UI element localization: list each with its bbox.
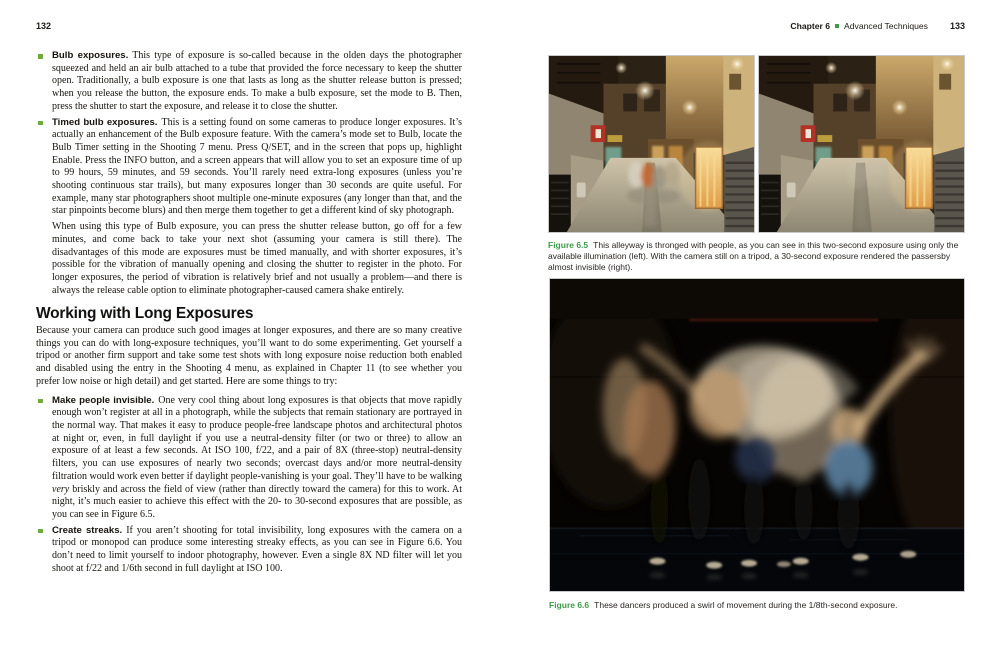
bullet-text: One very cool thing about long exposures is that objects that move rapidly enough won’t register at all in a photograph, while the subjects that remain stationary are portrayed in the normal way. That makes it easy to produce people-free landscape photos and architectural photos at night or, even, in full daylight if you use a neutral-density filter (or two or three) to allow an exposure of at least a few seconds. At ISO 100, f/22, and a pair of 8X (three-stop) neutral-density filters, you can use exposures of nearly two seconds; overcast days and/or more neutral-density filtration would work even better if daylight people-vanishing is your goal. They’ll have to be walking — [52, 394, 462, 482]
bullet-square-icon — [38, 121, 43, 126]
bullet-create-streaks — [36, 525, 462, 576]
figure-6-5 — [548, 55, 965, 233]
alley-two-second-exposure-image — [549, 56, 754, 232]
figure-6-5-caption — [548, 240, 965, 273]
bullet-text: This type of exposure is so-called because in the olden days the photographer squeezed and held an air bulb attached to a tube that provided the force necessary to keep the shutter open. Traditionally, a bulb exposure is one that lasts as long as the shutter release button is pressed; when you release the button, the exposure ends. To make a bulb exposure, set the mode to B. Then, press the shutter to start the exposure, and release it to close the shutter. — [52, 50, 462, 112]
bullet-bulb-exposures — [36, 50, 462, 114]
bullet-square-icon — [38, 529, 43, 534]
bullet-square-icon — [38, 54, 43, 59]
running-header-chapter: Chapter 6 — [790, 21, 831, 31]
section-heading: Working with Long Exposures — [36, 305, 254, 323]
bullet-timed-bulb-exposures — [36, 117, 462, 219]
figure-6-6-label: Figure 6.6 — [549, 600, 590, 610]
paragraph-bulb-continuation: When using this type of Bulb exposure, you can press the shutter release button, go off for a few minutes, and come back to take your next shot (assuming your camera is still there). The disadvantages of this mode are exposures must be timed manually, and with shorter exposures, it’s possible for the vibration of manually opening and closing the shutter to register in the photo. For longer exposures, the period of vibration is relatively brief and not usually a problem—and there is always the release cable option to eliminate photographer-caused camera shake entirely. — [52, 221, 462, 296]
page-number-right: 133 — [949, 21, 965, 31]
bullet-title: Bulb exposures. — [52, 50, 129, 61]
header-square-icon — [835, 24, 839, 28]
figure-6-6-caption — [549, 600, 965, 611]
section-intro-paragraph: Because your camera can produce such good images at longer exposures, and there are so many creative things you can do with long-exposure techniques, you’ll want to do some experimenting. Get yourself a tripod or another firm support and take some test shots with long exposure noise reduction both enabled and disabled using the entry in the Shooting 4 menu, as explained in Chapter 11 (to see whether you prefer low noise or high detail) and get started. Here are some things to try: — [36, 325, 462, 387]
bullet-title: Create streaks. — [52, 524, 123, 536]
bullet-square-icon — [38, 399, 43, 404]
figure-6-5-left-photo-alley-with-people — [548, 55, 755, 233]
left-page-text-column — [36, 50, 462, 578]
bullet-title: Timed bulb exposures. — [52, 116, 158, 128]
running-header — [790, 21, 965, 31]
bullet-text-italic: very — [52, 483, 70, 495]
bullet-text: briskly and across the field of view (rather than directly toward the camera) for this to work. At night, it’s much easier to achieve this effect with the 20- to 30-second exposures that are possible, as you can see in Figure 6.5. — [52, 483, 462, 520]
bullet-title: Make people invisible. — [52, 394, 155, 406]
page-number-left: 132 — [36, 21, 52, 31]
bullet-text: If you aren’t shooting for total invisibility, long exposures with the camera on a tripod or monopod can produce some interesting streaky effects, as you can see in Figure 6.6. You don’t need to limit yourself to indoor photography, however. Even a single 8X ND filter will let you shoot at f/22 and 1/6th second in full daylight at ISO 100. — [52, 524, 462, 574]
running-header-section: Advanced Techniques — [844, 21, 928, 31]
figure-6-5-label: Figure 6.5 — [548, 240, 589, 250]
bullet-make-people-invisible — [36, 395, 462, 522]
figure-6-6-caption-text: These dancers produced a swirl of movement during the 1/8th-second exposure. — [594, 600, 898, 610]
bullet-text: This is a setting found on some cameras to produce longer exposures. It’s actually an enhancement of the Bulb exposure feature. With the camera’s mode set to Bulb, locate the Bulb Timer setting in the Shooting 7 menu. Press Q/SET, and in the screen that pops up, highlight Enable. Press the INFO button, and a screen appears that will allow you to set an exposure time of up to 99 hours, 59 minutes, and 59 seconds. You’ll rarely need extra-long exposures (unless you’re shooting continuous star trails), but many exposures longer than 30 seconds are quite useful. For example, many star photographers shoot multiple one-minute exposures (any longer than that, and the star pinpoints become blurs) and then merge them together to get a different kind of sky photograph. — [52, 116, 462, 217]
dancers-long-exposure-image — [550, 279, 964, 591]
figure-6-6 — [549, 278, 965, 592]
alley-thirty-second-exposure-image — [759, 56, 964, 232]
figure-6-5-caption-text: This alleyway is thronged with people, as you can see in this two-second exposure using only the available illumination (left). With the camera still on a tripod, a 30-second exposure rendered the passersby almost invisible (right). — [548, 240, 959, 272]
figure-6-5-right-photo-alley-empty — [758, 55, 965, 233]
